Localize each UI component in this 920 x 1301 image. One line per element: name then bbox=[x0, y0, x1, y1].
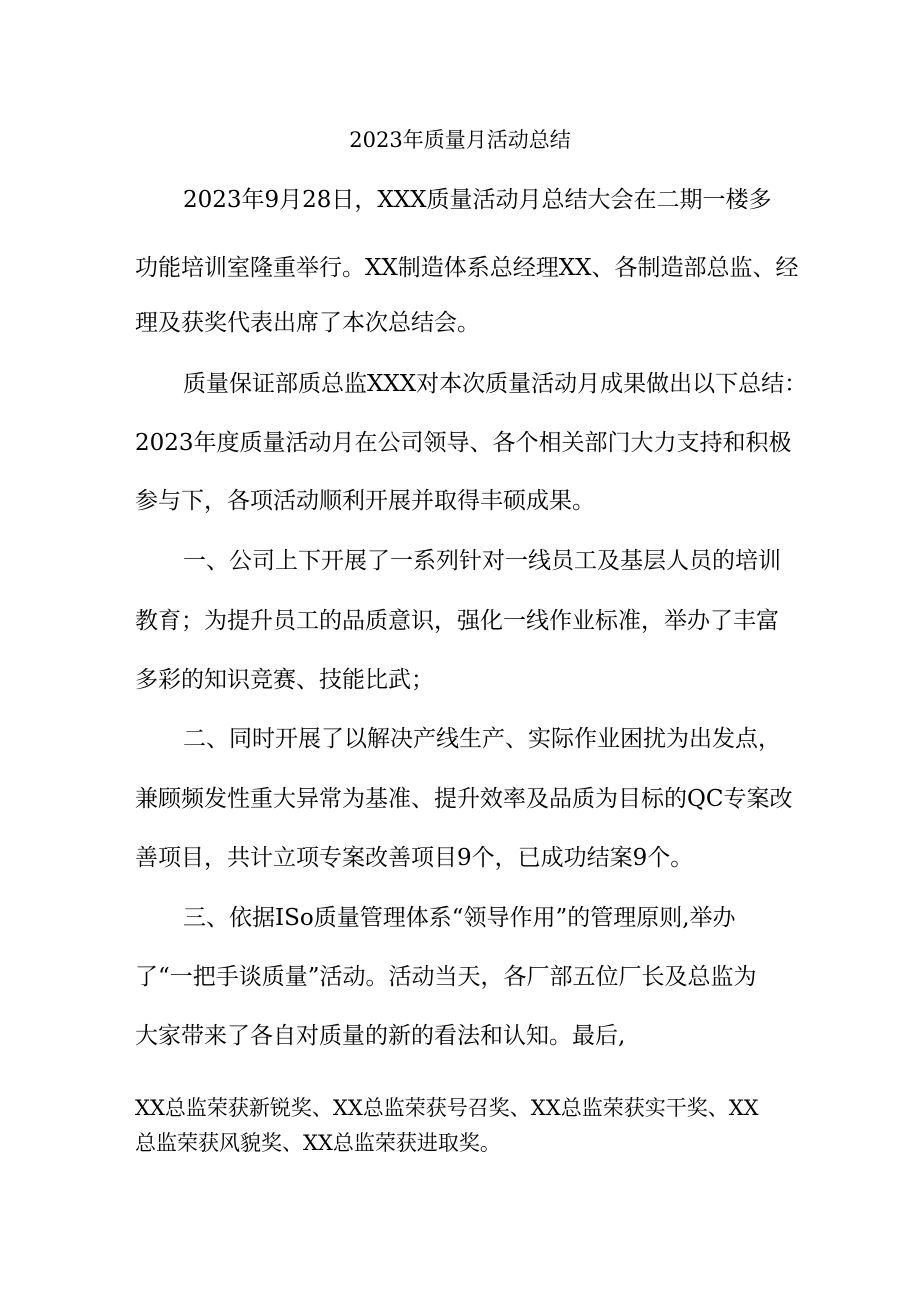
paragraph-line: 理及获奖代表出席了本次总结会。 bbox=[135, 310, 480, 336]
paragraph-line: 2023年度质量活动月在公司领导、各个相关部门大力支持和积极 bbox=[135, 430, 792, 456]
paragraph-line: 二、同时开展了以解决产线生产、实际作业困扰为出发点， bbox=[183, 726, 781, 752]
paragraph-line: 参与下，各项活动顺利开展并取得丰硕成果。 bbox=[135, 488, 595, 514]
paragraph-line: 兼顾频发性重大异常为基准、提升效率及品质为目标的QC专案改 bbox=[135, 786, 793, 812]
paragraph-line: 多彩的知识竞赛、技能比武； bbox=[135, 667, 434, 693]
paragraph-line: 功能培训室隆重举行。XX制造体系总经理XX、各制造部总监、经 bbox=[135, 255, 799, 281]
paragraph-line: 大家带来了各自对质量的新的看法和认知。最后, bbox=[135, 1023, 626, 1049]
paragraph-line: XX总监荣获新锐奖、XX总监荣获号召奖、XX总监荣获实干奖、XX bbox=[135, 1096, 759, 1120]
paragraph-line: 了“一把手谈质量”活动。活动当天，各厂部五位厂长及总监为 bbox=[135, 964, 757, 990]
paragraph-line: 质量保证部质总监XXX对本次质量活动月成果做出以下总结： bbox=[183, 371, 808, 397]
paragraph-line: 三、依据ISo质量管理体系“领导作用”的管理原则,举办 bbox=[183, 905, 736, 931]
document-title: 2023年质量月活动总结 bbox=[349, 128, 571, 152]
paragraph-line: 教育；为提升员工的品质意识，强化一线作业标准，举办了丰富 bbox=[135, 608, 779, 634]
paragraph-line: 善项目，共计立项专案改善项目9个，已成功结案9个。 bbox=[135, 845, 694, 871]
paragraph-line: 总监荣获风貌奖、XX总监荣获进取奖。 bbox=[135, 1131, 501, 1155]
paragraph-line: 一、公司上下开展了一系列针对一线员工及基层人员的培训 bbox=[183, 548, 781, 574]
paragraph-line: 2023年9月28日，XXX质量活动月总结大会在二期一楼多 bbox=[183, 187, 772, 213]
